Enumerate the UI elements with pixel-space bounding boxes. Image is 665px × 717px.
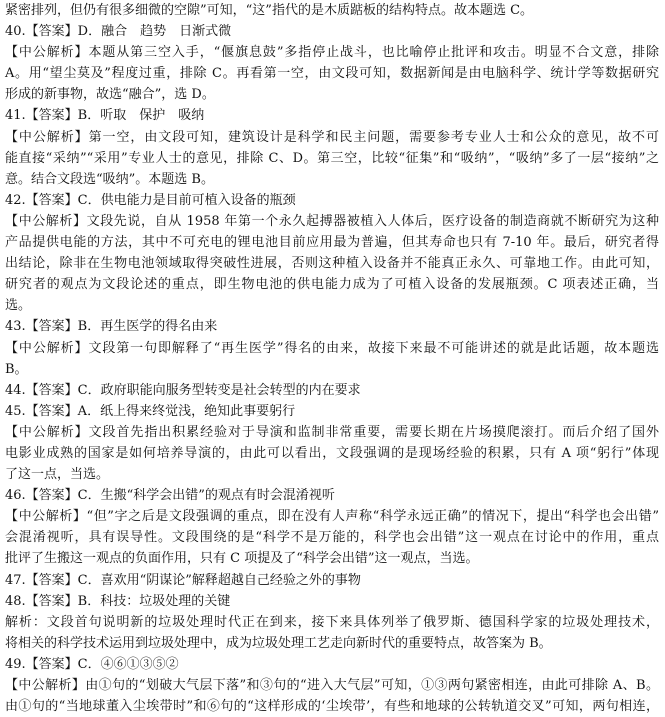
text-line: 43.【答案】B．再生医学的得名由来 [5,319,218,335]
text-line: 47.【答案】C．喜欢用“阴谋论”解释超越自己经验之外的事物 [5,572,361,588]
text-line: 意。结合文段选“吸纳”。本题选 B。 [5,171,214,187]
text-line: 【中公解析】本题从第三空入手，“偃旗息鼓”多指停止战斗，也比喻停止批评和攻击。明显不合文意，排除 [5,45,659,61]
text-line: 出结论，除非在生物电池领域取得突破性进展，否则这种植入设备并不能真正永久、可靠地工作。由此可知， [5,256,659,272]
text-line: 了这一点，当选。 [5,467,110,483]
text-line: 【中公解析】由①句的“划破大气层下落”和③句的“进入大气层”可知，①③两句紧密相连，由此可排除 A、B。 [5,678,659,693]
text-line: 【中公解析】文段首先指出积累经验对于导演和监制非常重要，需要长期在片场摸爬滚打。而后介绍了国外 [5,424,659,440]
text-line: 48.【答案】B．科技：垃圾处理的关键 [5,593,231,609]
text-line: B。 [5,361,28,377]
text-line: 电影业成熟的国家是如何培养导演的，由此可以看出，文段强调的是现场经验的积累，只有 A 项“躬行”体现 [5,445,659,461]
text-line: 46.【答案】C．生搬“科学会出错”的观点有时会混淆视听 [5,488,335,504]
text-line: A。用“望尘莫及”程度过重，排除 C。再看第一空，由文段可知，数据新闻是由电脑科学、统计学等数据研究 [5,66,659,82]
text-line: 49.【答案】C．④⑥①③⑤② [5,656,179,672]
text-line: 44.【答案】C．政府职能向服务型转变是社会转型的内在要求 [5,382,361,398]
text-line: 产品提供电能的方法，其中不可充电的锂电池目前应用最为普遍，但其寿命也只有 7-10 年。最后，研究者得 [5,235,659,251]
text-line: 【中公解析】文段先说，自从 1958 年第一个永久起搏器被植入人体后，医疗设备的制造商就不断研究为这种 [5,213,659,229]
text-line: 将相关的科学技术运用到垃圾处理中，成为垃圾处理工艺走向新时代的重要特点，故答案为 B。 [5,635,552,651]
text-line: 由①句的“当地球董入尘埃带时”和⑥句的“这样形成的‘尘埃带’，有些和地球的公转轨道交叉”可知，两句相连， [5,699,659,715]
text-line: 【中公解析】第一空，由文段可知，建筑设计是科学和民主问题，需要参考专业人士和公众的意见，故不可 [5,129,659,145]
text-line: 解析：文段首句说明新的垃圾处理时代正在到来，接下来具体列举了俄罗斯、德国科学家的垃圾处理技术， [5,614,659,630]
text-line: 紧密排列，但仍有很多细微的空隙”可知，“这”指代的是木质踮板的结构特点。故本题选 C。 [5,3,534,18]
text-line: 研究者的观点为文段论述的重点，即生物电池的供电能力成为了可植入设备的发展瓶颈。C 项表述正确，当 [5,277,659,293]
text-line: 批评了生搬这一观点的负面作用，只有 C 项提及了“科学会出错”这一观点，当选。 [5,551,479,567]
text-line: 45.【答案】A．纸上得来终觉浅，绝知此事要躬行 [5,403,296,419]
text-line: 会混淆视听，具有误导性。文段围绕的是“科学不是万能的，科学也会出错”这一观点在讨论中的作用，重点 [5,530,659,546]
text-line: 40.【答案】D．融合 趋势 日渐式微 [5,24,232,40]
text-line: 【中公解析】文段第一句即解释了“再生医学”得名的由来，故接下来最不可能讲述的就是此话题，故本题选 [5,340,659,356]
text-line: 41.【答案】B．听取 保护 吸纳 [5,108,205,124]
text-line: 【中公解析】“但”字之后是文段强调的重点，即在没有人声称“科学永远正确”的情况下，提出“科学也会出错” [5,509,659,525]
text-line: 能直接“采纳”“采用”专业人士的意见，排除 C、D。第三空，比较“征集”和“吸纳”，“吸纳”多了一层“接纳”之 [5,150,659,166]
text-line: 42.【答案】C．供电能力是目前可植入设备的瓶颈 [5,192,296,208]
text-line: 选。 [5,298,32,314]
text-line: 形成的新事物，故选“融合”，选 D。 [5,87,215,103]
